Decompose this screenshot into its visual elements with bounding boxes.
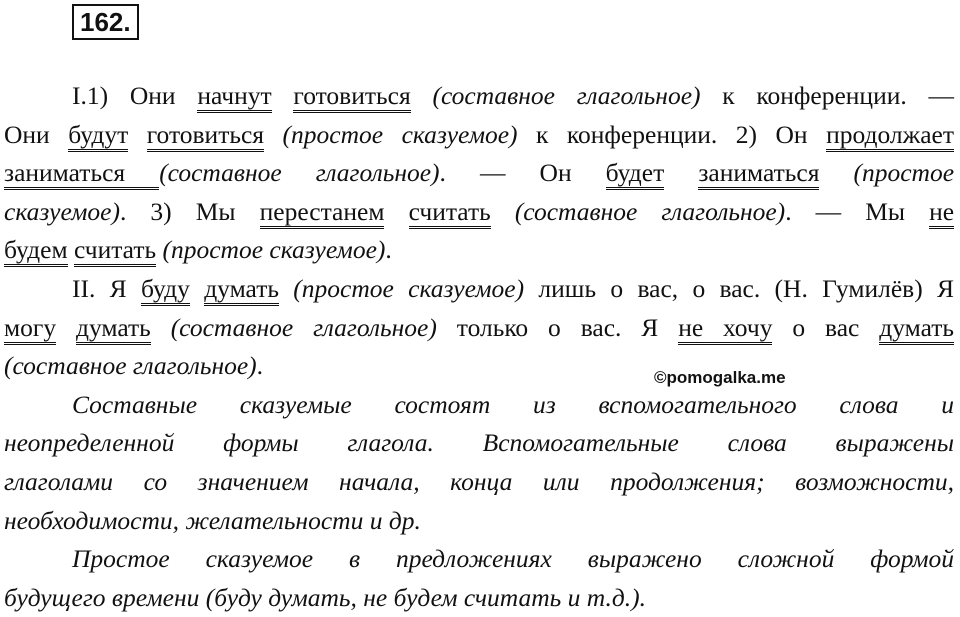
text-line — [4, 540, 954, 579]
predicate-word: готовиться — [293, 81, 410, 113]
italic-comment: (простое сказуемое) — [282, 119, 518, 149]
exercise-number: 162. — [72, 4, 139, 40]
text-segment — [56, 313, 76, 342]
predicate-word: готовиться — [147, 120, 264, 152]
predicate-word: считать — [409, 197, 491, 229]
text-line — [4, 193, 954, 232]
predicate-word: думать — [76, 313, 151, 345]
italic-comment: (составное глагольное) — [432, 81, 701, 110]
predicate-word: будет — [606, 158, 665, 190]
text-segment — [491, 197, 515, 226]
predicate-word: не хочу — [678, 313, 772, 345]
watermark: ©pomogalka.me — [654, 368, 786, 387]
text-segment: . — [385, 235, 392, 265]
text-segment: I.1) Они — [72, 81, 198, 110]
text-line — [4, 347, 954, 386]
text-segment — [279, 274, 293, 303]
predicate-word: заниматься — [4, 158, 159, 190]
text-segment: только о вас. Я — [436, 312, 679, 342]
italic-comment: неопределенной формы глагола. Вспомогательные слова выражены — [4, 428, 954, 458]
text-segment: лишь о вас, о вас. (Н. Гумилёв) Я — [524, 273, 955, 303]
predicate-word: начнут — [197, 81, 271, 113]
text-segment — [411, 81, 433, 110]
predicate-word: думать — [879, 313, 954, 345]
italic-comment: необходимости, желательности и др. — [4, 505, 421, 535]
text-segment — [819, 158, 853, 187]
italic-comment: сказуемое) — [4, 196, 120, 226]
text-segment — [190, 274, 204, 303]
italic-comment: (составное глагольное) — [514, 196, 786, 226]
italic-comment: (составное глагольное) — [159, 158, 440, 188]
predicate-word: будут — [68, 120, 128, 152]
text-segment: . — Мы — [785, 196, 930, 226]
predicate-word: будем — [4, 235, 68, 267]
text-segment — [151, 313, 171, 342]
text-segment: Они — [4, 119, 69, 149]
predicate-word: перестанем — [260, 197, 385, 229]
italic-comment: (простое — [853, 158, 955, 188]
text-segment: . 3) Мы — [119, 196, 260, 226]
text-segment: . — Он — [439, 158, 606, 188]
text-line — [4, 231, 954, 270]
text-segment — [68, 235, 74, 264]
predicate-word: заниматься — [698, 158, 819, 190]
answer-text — [4, 77, 954, 617]
text-line — [4, 579, 954, 617]
text-segment — [272, 81, 294, 110]
text-segment — [664, 158, 698, 187]
italic-comment: (простое сказуемое) — [293, 273, 525, 303]
italic-comment: глаголами со значением начала, конца или продолжения; возможности, — [4, 466, 954, 496]
text-line — [4, 463, 954, 502]
italic-comment: будущего времени (буду думать, не будем считать и т.д.). — [4, 582, 647, 612]
text-line — [4, 270, 954, 309]
italic-comment: (составное глагольное) — [170, 312, 437, 342]
predicate-word: буду — [141, 274, 190, 306]
predicate-word: продолжает — [826, 120, 954, 152]
text-segment — [264, 120, 283, 149]
text-line — [4, 309, 954, 348]
italic-comment: Составные сказуемые состоят из вспомогательного слова и — [72, 389, 954, 419]
text-line — [4, 116, 954, 155]
italic-comment: (составное глагольное) — [4, 351, 257, 381]
text-line — [4, 154, 954, 193]
predicate-word: думать — [204, 274, 279, 306]
italic-comment: (простое сказуемое) — [162, 235, 386, 265]
text-line — [4, 77, 954, 116]
text-segment: о вас — [772, 312, 880, 342]
predicate-word: считать — [74, 235, 156, 267]
text-segment: II. Я — [72, 273, 141, 303]
text-line — [4, 386, 954, 425]
text-segment: к конференции. 2) Он — [517, 119, 827, 149]
text-segment: . — [256, 351, 264, 381]
text-segment — [384, 197, 408, 226]
text-segment — [128, 120, 147, 149]
predicate-word: могу — [4, 313, 56, 345]
italic-comment: Простое сказуемое в предложениях выражено сложной формой — [72, 544, 954, 574]
text-segment: к конференции. — — [700, 81, 954, 110]
predicate-word: не — [929, 197, 954, 229]
text-line — [4, 502, 954, 541]
text-line — [4, 424, 954, 463]
